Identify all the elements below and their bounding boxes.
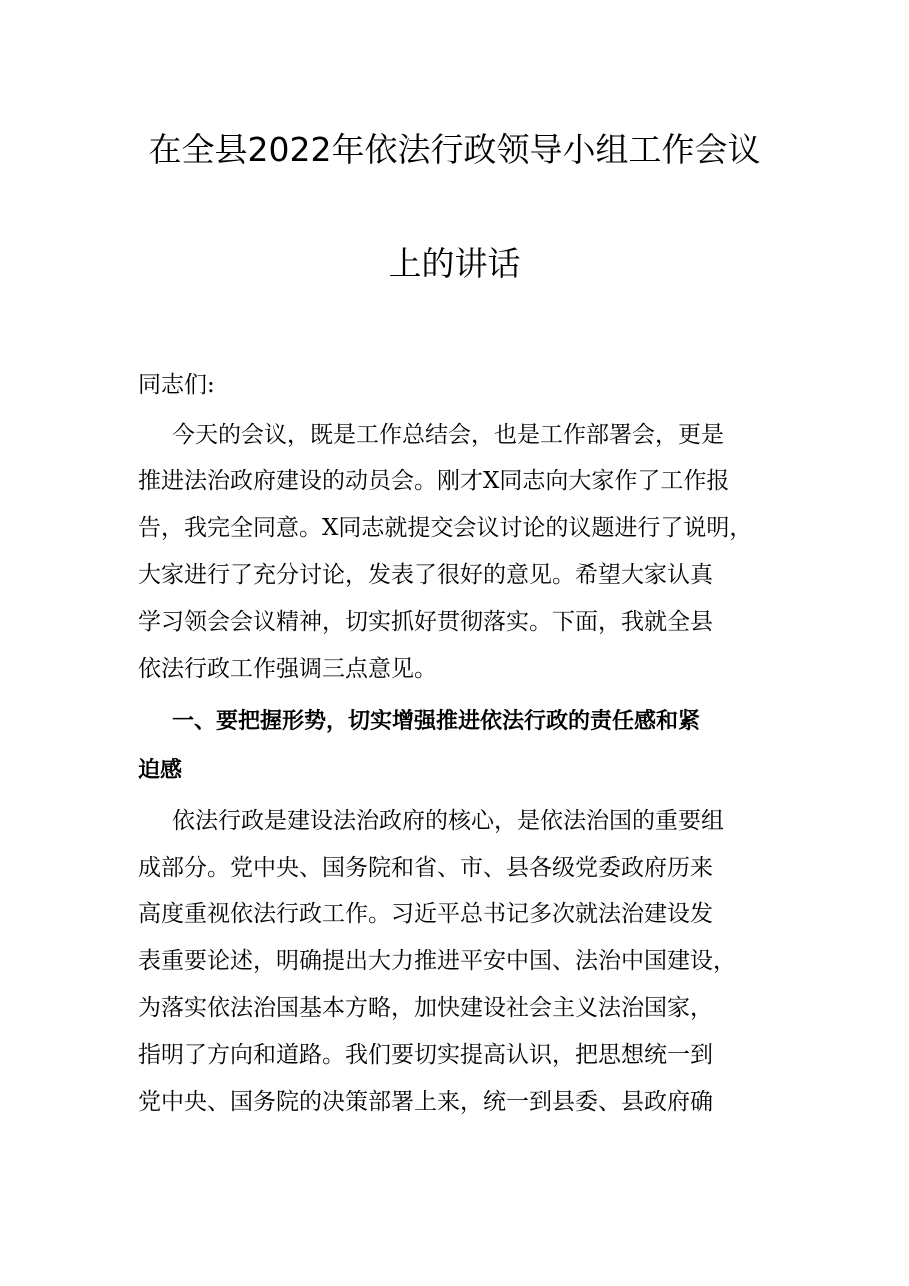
paragraph-1-line: 今天的会议，既是工作总结会，也是工作部署会，更是 xyxy=(172,422,724,448)
document-title-line-2: 上的讲话 xyxy=(388,244,521,283)
paragraph-2-line: 党中央、国务院的决策部署上来，统一到县委、县政府确 xyxy=(138,1089,713,1115)
paragraph-2-line: 依法行政是建设法治政府的核心，是依法治国的重要组 xyxy=(172,808,724,834)
paragraph-1-line: 依法行政工作强调三点意见。 xyxy=(138,656,437,682)
paragraph-2-line: 表重要论述，明确提出大力推进平安中国、法治中国建设， xyxy=(138,948,736,974)
paragraph-2-line: 高度重视依法行政工作。习近平总书记多次就法治建设发 xyxy=(138,901,713,927)
section-heading-1-line: 迫感 xyxy=(138,758,183,783)
paragraph-1-line: 告，我完全同意。X同志就提交会议讨论的议题进行了说明， xyxy=(138,515,753,541)
paragraph-1-line: 推进法治政府建设的动员会。刚才X同志向大家作了工作报 xyxy=(138,468,730,494)
paragraph-1-line: 大家进行了充分讨论，发表了很好的意见。希望大家认真 xyxy=(138,562,713,588)
paragraph-1-line: 学习领会会议精神，切实抓好贯彻落实。下面，我就全县 xyxy=(138,609,713,635)
paragraph-2-line: 成部分。党中央、国务院和省、市、县各级党委政府历来 xyxy=(138,855,713,881)
section-heading-1-line: 一、要把握形势，切实增强推进依法行政的责任感和紧 xyxy=(172,709,701,734)
document-title-line-1: 在全县2022年依法行政领导小组工作会议 xyxy=(148,130,761,169)
paragraph-2-line: 为落实依法治国基本方略，加快建设社会主义法治国家， xyxy=(138,995,713,1021)
salutation: 同志们: xyxy=(138,372,215,398)
paragraph-2-line: 指明了方向和道路。我们要切实提高认识，把思想统一到 xyxy=(138,1042,713,1068)
